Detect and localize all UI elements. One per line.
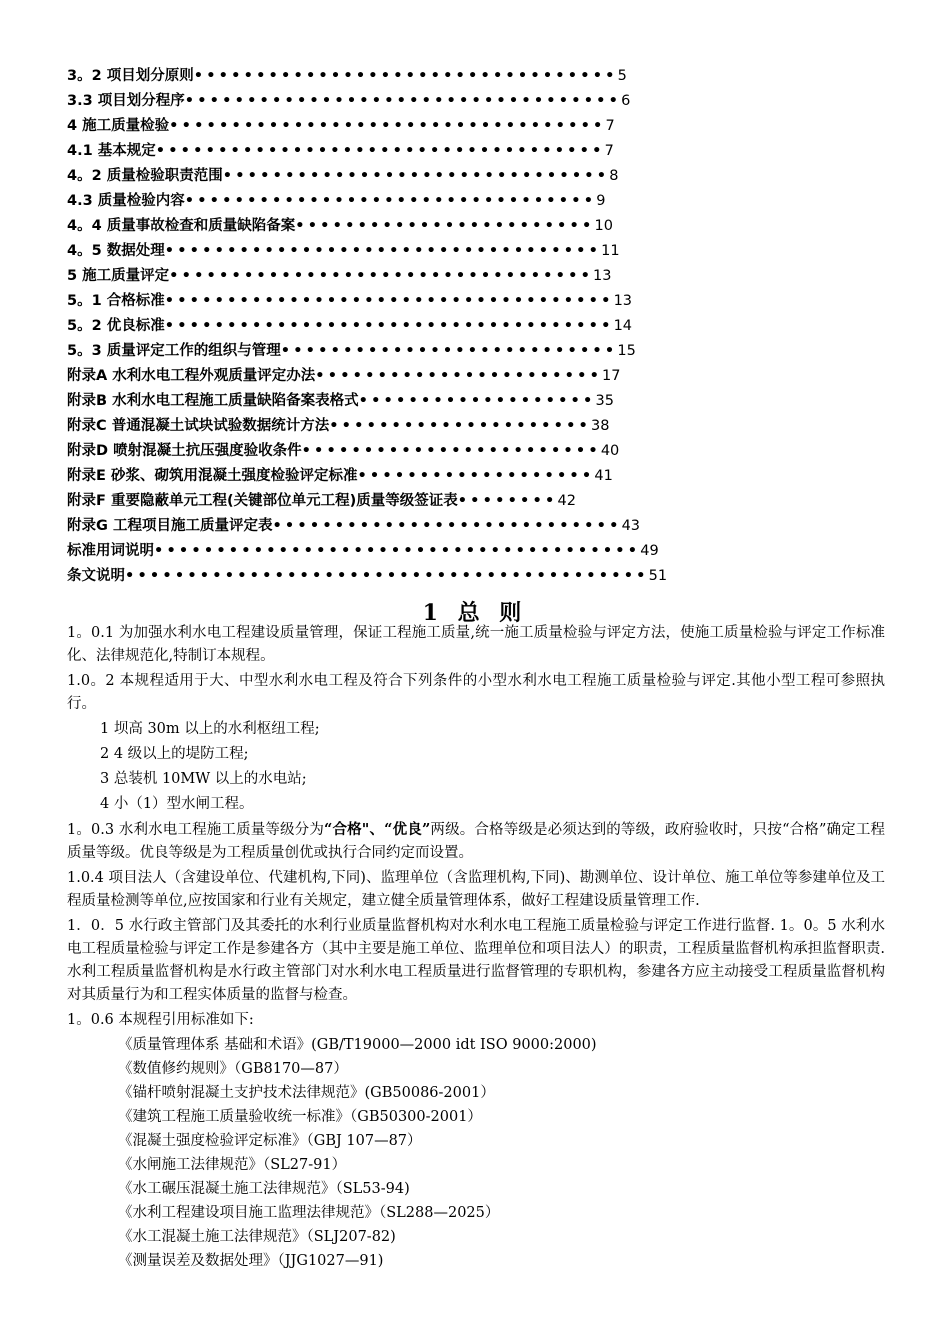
- toc-leader-dots: ••••••••••••••••••••••••••••••••••••: [164, 293, 614, 309]
- toc-entry-title: 4。2 质量检验职责范围: [67, 168, 223, 184]
- toc-entry[interactable]: [67, 489, 727, 514]
- toc-entry[interactable]: [67, 139, 727, 164]
- toc-entry-title: 3。2 项目划分原则: [67, 68, 194, 84]
- toc-entry-title: 4.1 基本规定: [67, 143, 156, 159]
- toc-leader-dots: ••••••••: [457, 493, 558, 509]
- toc-entry[interactable]: [67, 539, 727, 564]
- toc-entry[interactable]: [67, 264, 727, 289]
- toc-entry[interactable]: [67, 189, 727, 214]
- list-item: 4 小（1）型水闸工程。: [100, 796, 254, 812]
- toc-entry-title: 附录C 普通混凝土试块试验数据统计方法: [67, 418, 330, 434]
- reference-standard: 《水利工程建设项目施工监理法律规范》（SL288—2025）: [118, 1205, 500, 1221]
- toc-leader-dots: ••••••••••••••••••••••••••••••••••: [169, 268, 594, 284]
- paragraph-1-0-4: 1.0.4 项目法人（含建设单位、代建机构,下同)、监理单位（含监理机构,下同)、勘测单位、设计单位、施工单位等参建单位及工程质量检测等单位,应按国家和行业有关规定，建立健全质量管理体系，做好工程建设质量管理工作.: [67, 870, 885, 909]
- toc-entry-title: 附录E 砂浆、砌筑用混凝土强度检验评定标准: [67, 468, 358, 484]
- toc-leader-dots: •••••••••••••••••••••••••••••••••: [184, 193, 597, 209]
- toc-entry[interactable]: [67, 239, 727, 264]
- toc-leader-dots: •••••••••••••••••••••••••••••••••••••••: [154, 543, 641, 559]
- toc-leader-dots: ••••••••••••••••••••••••••••••••••••: [164, 318, 614, 334]
- paragraph-1-0-3-rest: 两级。合格等级是必须达到的等级，政府验收时，只按“合格”确定工程质量等级。优良等级是为工程质量创优或执行合同约定而设置。: [67, 822, 885, 861]
- toc-entry-title: 4。5 数据处理: [67, 243, 165, 259]
- chapter-body: [67, 622, 885, 1274]
- toc-page-number: 13: [593, 268, 612, 284]
- toc-entry[interactable]: [67, 464, 727, 489]
- toc-page-number: 35: [595, 393, 614, 409]
- toc-page-number: 11: [601, 243, 620, 259]
- toc-leader-dots: •••••••••••••••••••••: [329, 418, 592, 434]
- toc-entry[interactable]: [67, 214, 727, 239]
- reference-standard: 《锚杆喷射混凝土支护技术法律规范》(GB50086-2001）: [118, 1085, 495, 1101]
- toc-page-number: 49: [640, 543, 659, 559]
- toc-leader-dots: •••••••••••••••••••••••: [315, 368, 603, 384]
- toc-leader-dots: •••••••••••••••••••••••••••••••••••: [169, 118, 606, 134]
- paragraph-1-0-3-lead: 1。0.3 水利水电工程施工质量等级分为: [67, 822, 324, 838]
- toc-entry[interactable]: [67, 389, 727, 414]
- paragraph-1-0-3: [67, 818, 885, 865]
- toc-entry[interactable]: [67, 64, 727, 89]
- reference-standard: 《测量误差及数据处理》（JJG1027—91): [118, 1253, 384, 1269]
- toc-entry-title: 附录B 水利水电工程施工质量缺陷备案表格式: [67, 393, 359, 409]
- paragraph-1-0-6: 1。0.6 本规程引用标准如下:: [67, 1012, 254, 1028]
- toc-entry-title: 附录D 喷射混凝土抗压强度验收条件: [67, 443, 302, 459]
- paragraph-1-0-2: 1.0。2 本规程适用于大、中型水利水电工程及符合下列条件的小型水利水电工程施工质量检验与评定.其他小型工程可参照执行。: [67, 673, 885, 712]
- toc-page-number: 41: [594, 468, 613, 484]
- toc-leader-dots: •••••••••••••••••••••••••••••••: [222, 168, 610, 184]
- toc-entry-title: 附录F 重要隐蔽单元工程(关键部位单元工程)质量等级签证表: [67, 493, 458, 509]
- toc-leader-dots: •••••••••••••••••••: [357, 468, 595, 484]
- toc-leader-dots: ••••••••••••••••••••••••••••••••••: [193, 68, 618, 84]
- toc-entry-title: 附录G 工程项目施工质量评定表: [67, 518, 273, 534]
- toc-page-number: 8: [609, 168, 619, 184]
- list-item: 1 坝高 30m 以上的水利枢纽工程;: [100, 721, 320, 737]
- toc-leader-dots: ••••••••••••••••••••••••: [301, 443, 601, 459]
- toc-entry[interactable]: [67, 114, 727, 139]
- reference-standard: 《水工混凝土施工法律规范》（SLJ207-82): [118, 1229, 396, 1245]
- toc-page-number: 17: [602, 368, 621, 384]
- toc-page-number: 6: [621, 93, 631, 109]
- chapter-title: 1 总 则: [422, 600, 528, 626]
- toc-leader-dots: •••••••••••••••••••••••••••: [280, 343, 618, 359]
- toc-entry-title: 附录A 水利水电工程外观质量评定办法: [67, 368, 316, 384]
- toc-page-number: 9: [596, 193, 606, 209]
- reference-standard: 《水闸施工法律规范》（SL27-91）: [118, 1157, 347, 1173]
- list-item: 3 总装机 10MW 以上的水电站;: [100, 771, 307, 787]
- toc-page-number: 14: [613, 318, 633, 334]
- toc-entry-title: 4.3 质量检验内容: [67, 193, 185, 209]
- paragraph-1-0-3-grades: “合格"、“优良”: [323, 821, 431, 838]
- toc-entry[interactable]: [67, 564, 727, 589]
- list-item: 2 4 级以上的堤防工程;: [100, 746, 249, 762]
- toc-entry-title: 5 施工质量评定: [67, 268, 170, 284]
- toc-leader-dots: •••••••••••••••••••: [358, 393, 596, 409]
- paragraph-1-0-1: 1。0.1 为加强水利水电工程建设质量管理，保证工程施工质量,统一施工质量检验与评定方法，使施工质量检验与评定工作标准化、法律规范化,特制订本规程。: [67, 625, 885, 664]
- toc-entry[interactable]: [67, 314, 727, 339]
- toc-entry-title: 标准用词说明: [67, 543, 154, 559]
- reference-standard: 《水工碾压混凝土施工法律规范》（SL53-94): [118, 1181, 410, 1197]
- reference-standard: 《建筑工程施工质量验收统一标准》（GB50300-2001）: [118, 1109, 482, 1125]
- reference-standard: 《质量管理体系 基础和术语》(GB/T19000—2000 idt ISO 9000:2000): [118, 1037, 597, 1053]
- toc-entry-title: 4 施工质量检验: [67, 118, 170, 134]
- toc-entry[interactable]: [67, 339, 727, 364]
- toc-page-number: 51: [648, 568, 668, 584]
- toc-page-number: 7: [604, 143, 614, 159]
- toc-page-number: 40: [600, 443, 620, 459]
- toc-entry-title: 条文说明: [67, 568, 125, 584]
- toc-leader-dots: ••••••••••••••••••••••••••••••••••••: [155, 143, 605, 159]
- toc-entry-title: 4。4 质量事故检查和质量缺陷备案: [67, 218, 296, 234]
- toc-page-number: 13: [613, 293, 633, 309]
- toc-page-number: 15: [617, 343, 636, 359]
- toc-page-number: 38: [591, 418, 610, 434]
- toc-leader-dots: •••••••••••••••••••••••••••••••••••: [164, 243, 602, 259]
- table-of-contents: [67, 64, 727, 589]
- toc-entry[interactable]: [67, 164, 727, 189]
- reference-standard: 《数值修约规则》（GB8170—87）: [118, 1061, 348, 1077]
- toc-page-number: 5: [617, 68, 627, 84]
- toc-page-number: 7: [605, 118, 615, 134]
- toc-entry[interactable]: [67, 514, 727, 539]
- toc-entry-title: 5。1 合格标准: [67, 293, 165, 309]
- toc-entry[interactable]: [67, 289, 727, 314]
- toc-page-number: 42: [557, 493, 576, 509]
- toc-page-number: 43: [621, 518, 641, 534]
- reference-standard: 《混凝土强度检验评定标准》（GBJ 107—87）: [118, 1133, 422, 1149]
- toc-leader-dots: ••••••••••••••••••••••••••••: [272, 518, 622, 534]
- toc-leader-dots: ••••••••••••••••••••••••••••••••••••••••••: [125, 568, 649, 584]
- toc-entry-title: 5。3 质量评定工作的组织与管理: [67, 343, 281, 359]
- toc-entry[interactable]: [67, 89, 727, 114]
- toc-entry[interactable]: [67, 364, 727, 389]
- toc-entry-title: 3.3 项目划分程序: [67, 93, 185, 109]
- toc-entry[interactable]: [67, 439, 727, 464]
- toc-entry[interactable]: [67, 414, 727, 439]
- toc-entry-title: 5。2 优良标准: [67, 318, 165, 334]
- paragraph-1-0-5: 1．0．5 水行政主管部门及其委托的水利行业质量监督机构对水利水电工程施工质量检验与评定工作进行监督. 1。0。5 水利水电工程质量检验与评定工作是参建各方（其中主要是施工单位、监理单位和项目法人）的职责，工程质量监督机构承担监督职责.水利工程质量监督机构是水行政主管部门对水利水电工程质量进行监督管理的专职机构，参建各方应主动接受工程质量监督机构对其质量行为和工程实体质量的监督与检查。: [67, 918, 885, 1003]
- toc-leader-dots: •••••••••••••••••••••••••••••••••••: [184, 93, 622, 109]
- toc-page-number: 10: [594, 218, 613, 234]
- toc-leader-dots: ••••••••••••••••••••••••: [295, 218, 595, 234]
